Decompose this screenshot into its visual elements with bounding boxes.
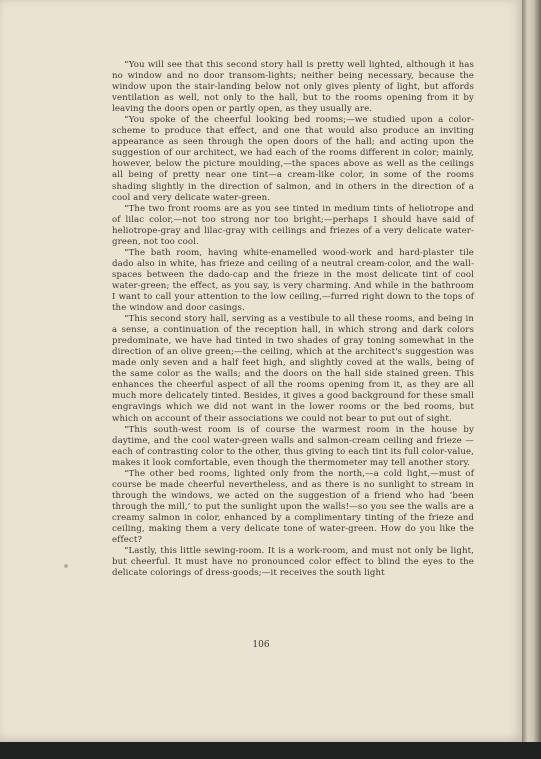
paragraph-1: “You will see that this second story hall is pretty well lighted, although it has no window and no door transom-lights; neither being necessary, because the window upon the stair-landing below not only gives plenty of light, but affords ventilation as well, not only to the hall, but to the rooms opening from it by leaving the doors open or partly open, as they usually are. [112, 60, 474, 115]
paragraph-7: “The other bed rooms, lighted only from the north,—a cold light,—must of course be made cheerful nevertheless, and as there is no sunlight to stream in through the windows, we acted on the suggestion of a friend who had ‘been through the mill,’ to put the sunlight upon the walls!—so you see the walls are a creamy salmon in color, enhanced by a complimentary tinting of the frieze and ceiling, making them a very delicate tone of water-green. How do you like the effect? [112, 468, 474, 546]
paragraph-5: “This second story hall, serving as a vestibule to all these rooms, and being in a sense, a continuation of the reception hall, in which strong and dark colors predominate, we have had tinted in two shades of gray toning somewhat in the direction of an olive green;—the ceiling, which at the architect's suggestion was made only seven and a half feet high, and slightly coved at the walls, being of the same color as the walls; and the doors on the hall side stained green. This enhances the cheerful aspect of all the rooms opening from it, as they are all much more delicately tinted. Besides, it gives a good background for these small engravings which we did not want in the lower rooms or the bed rooms, but which on account of their associations we could not bear to put out of sight. [112, 314, 474, 424]
paragraph-3: “The two front rooms are as you see tinted in medium tints of heliotrope and of lilac color,—not too strong nor too bright;—perhaps I should have said of heliotrope-gray and lilac-gray with ceilings and friezes of a very delicate water-green, not too cool. [112, 203, 474, 247]
page-number: 106 [252, 640, 270, 650]
paragraph-4: “The bath room, having white-enamelled wood-work and hard-plaster tile dado also in white, has frieze and ceiling of a neutral cream-color, and the wall-spaces between the dado-cap and the frieze in the most delicate tint of cool water-green; the effect, as you say, is very charming. And while in the bathroom I want to call your attention to the low ceiling,—furred right down to the tops of the window and door casings. [112, 247, 474, 314]
paragraph-8: “Lastly, this little sewing-room. It is a work-room, and must not only be light, but cheerful. It must have no pronounced color effect to blind the eyes to the delicate colorings of dress-goods;—it receives the south light [112, 546, 474, 579]
paragraph-2: “You spoke of the cheerful looking bed rooms;—we studied upon a color-scheme to produce that effect, and one that would also produce an inviting appearance as seen through the open doors of the hall; and acting upon the suggestion of our architect, we had each of the rooms different in color; mainly, however, below the picture moulding,—the spaces above as well as the ceilings all being of pretty near one tint—a cream-like color, in some of the rooms shading slightly in the direction of salmon, and in others in the direction of a cool and very delicate water-green. [112, 115, 474, 203]
cover-bottom-edge [0, 742, 541, 759]
paper-spot [64, 564, 68, 568]
paragraph-6: “This south-west room is of course the warmest room in the house by daytime, and the cool water-green walls and salmon-cream ceiling and frieze —each of contrasting color to the other, thus giving to each tint its full color-value, makes it look comfortable, even though the thermometer may tell another story. [112, 424, 474, 468]
body-text [112, 60, 474, 579]
page-edge-stack [522, 0, 541, 742]
